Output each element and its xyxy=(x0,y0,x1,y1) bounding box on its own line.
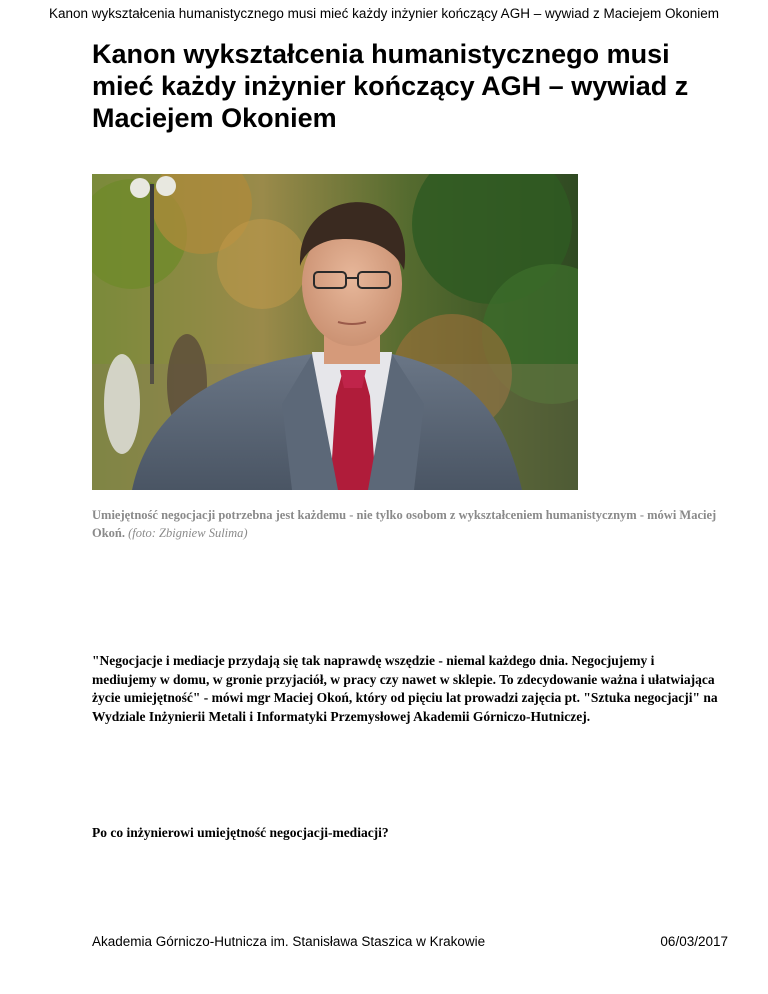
running-header: Kanon wykształcenia humanistycznego musi mieć każdy inżynier kończący AGH – wywiad z Maciejem Okoniem xyxy=(48,6,720,21)
article-title: Kanon wykształcenia humanistycznego musi mieć każdy inżynier kończący AGH – wywiad z Maciejem Okoniem xyxy=(92,39,689,133)
footer-date: 06/03/2017 xyxy=(660,934,728,949)
lead-paragraph: "Negocjacje i mediacje przydają się tak naprawdę wszędzie - niemal każdego dnia. Negocjujemy i mediujemy w domu, w gronie przyjaciół, w pracy czy nawet w sklepie. To zdecydowanie ważna i ułatwiająca życie umiejętność" - mówi mgr Maciej Okoń, który od pięciu lat prowadzi zajęcia pt. "Sztuka negocjacji" na Wydziale Inżynierii Metali i Informatyki Przemysłowej Akademii Górniczo-Hutniczej. xyxy=(92,653,718,724)
photo-credit: (foto: Zbigniew Sulima) xyxy=(128,526,248,540)
caption-text: Umiejętność negocjacji potrzebna jest każdemu - nie tylko osobom z wykształceniem humanistycznym - mówi Maciej Okoń. xyxy=(92,508,717,540)
photo-caption xyxy=(92,506,732,542)
footer-institution: Akademia Górniczo-Hutnicza im. Stanisława Staszica w Krakowie xyxy=(92,934,486,949)
article-photo xyxy=(92,174,578,490)
interview-question: Po co inżynierowi umiejętność negocjacji-mediacji? xyxy=(92,825,389,840)
